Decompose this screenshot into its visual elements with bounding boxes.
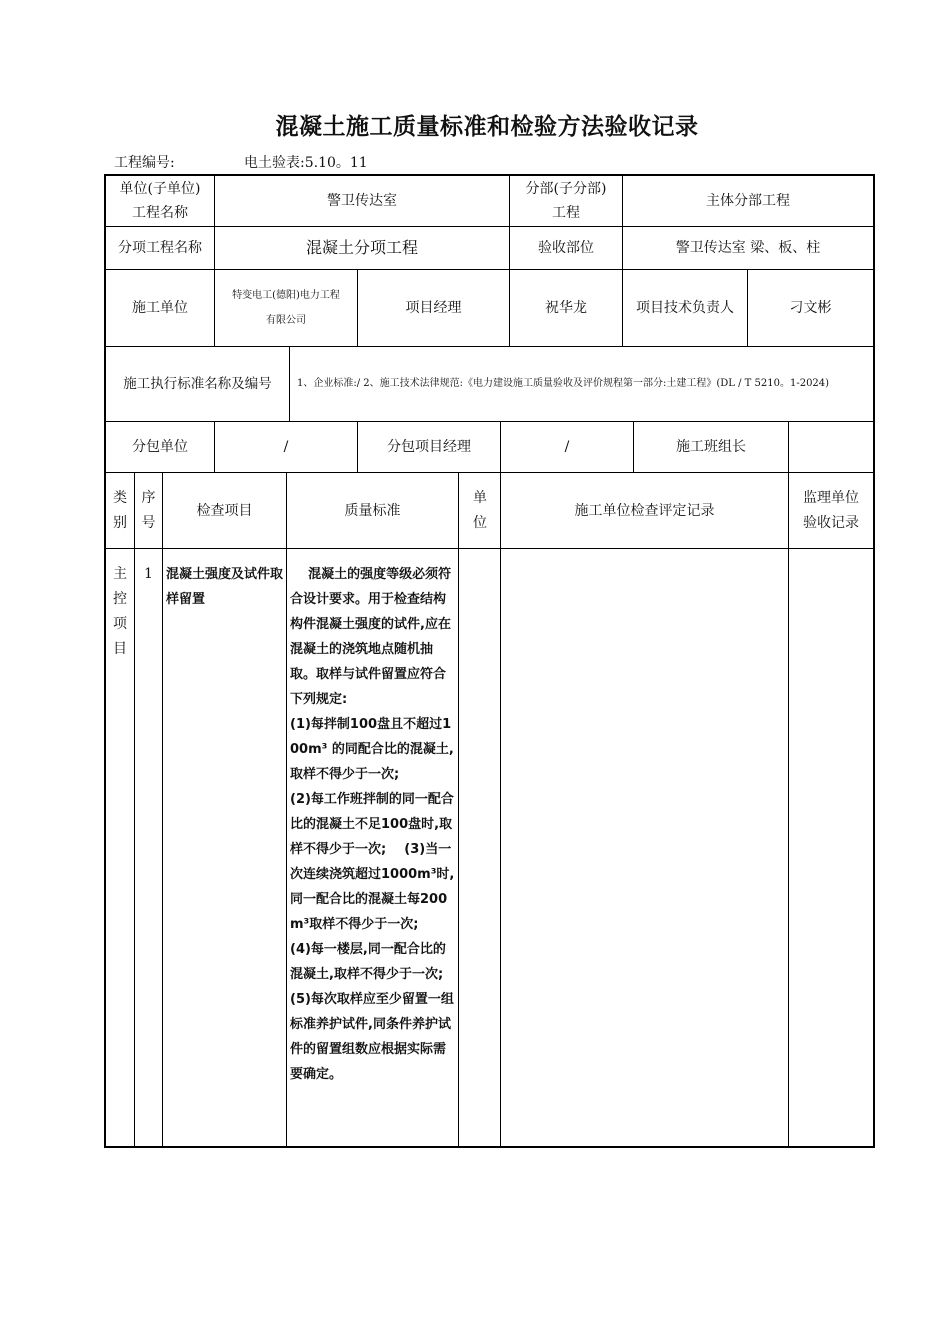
- project-manager-value: 祝华龙: [545, 300, 587, 316]
- column-header-unit: 单位: [473, 489, 487, 531]
- subcontractor-label: 分包单位: [132, 439, 188, 455]
- unit-name-value: 警卫传达室: [327, 193, 397, 209]
- column-header-check-item: 检查项目: [196, 502, 253, 519]
- column-header-seq: 序号: [141, 489, 156, 531]
- accept-part-label: 验收部位: [538, 240, 594, 256]
- sub-pm-label: 分包项目经理: [387, 439, 471, 455]
- team-leader-label: 施工班组长: [676, 439, 746, 455]
- column-header-category: 类别: [113, 489, 127, 531]
- column-divider: [289, 346, 290, 421]
- standard-label: 施工执行标准名称及编号: [123, 376, 272, 392]
- column-header-standard: 质量标准: [344, 502, 401, 519]
- team-leader-value: [789, 422, 873, 472]
- form-number: 电土验表:5.10。11: [244, 155, 368, 171]
- project-manager-label: 项目经理: [405, 300, 462, 316]
- division-value: 主体分部工程: [706, 193, 790, 209]
- subcontractor-value: /: [283, 439, 289, 455]
- row-standard: 混凝土的强度等级必须符合设计要求。用于检查结构构件混凝土强度的试件,应在混凝土的浇筑地点随机抽取。取样与试件留置应符合下列规定: (1)每拌制100盘且不超过100m³ 的同配合比的混凝土,取样不得少于一次; (2)每工作班拌制的同一配合比的混凝土不足100盘时,取样不得少于一次; (3)当一次连续浇筑超过1000m³时,同一配合比的混凝土每200m³取样不得少于一次; (4)每一楼层,同一配合比的混凝土,取样不得少于一次; (5)每次取样应至少留置一组标准养护试件,同条件养护试件的留置组数应根据实际需要确定。: [290, 567, 455, 1082]
- accept-part-value: 警卫传达室 梁、板、柱: [675, 240, 821, 256]
- row-divider: [104, 548, 875, 549]
- tech-lead-label: 项目技术负责人: [636, 300, 734, 316]
- standard-value: 1、企业标准:/ 2、施工技术法律规范:《电力建设施工质量验收及评价规程第一部分:土建工程》(DL / T 5210。1-2024): [297, 378, 830, 389]
- item-name-label: 分项工程名称: [118, 240, 202, 256]
- contractor-value: 特变电工(德阳)电力工程 有限公司: [232, 290, 340, 326]
- row-unit: [459, 562, 500, 592]
- sub-pm-value: /: [564, 439, 570, 455]
- row-category: 主控项目: [113, 566, 127, 657]
- project-number-label: 工程编号:: [114, 155, 175, 171]
- division-label: 分部(子分部) 工程: [525, 181, 607, 221]
- contractor-label: 施工单位: [132, 300, 188, 316]
- column-divider: [286, 472, 287, 1147]
- item-name-value: 混凝土分项工程: [305, 238, 418, 257]
- column-divider: [162, 472, 163, 1147]
- column-header-contractor-record: 施工单位检查评定记录: [574, 502, 715, 519]
- row-contractor-record: [501, 562, 788, 592]
- tech-lead-value: 刁文彬: [789, 300, 832, 316]
- unit-name-label: 单位(子单位) 工程名称: [119, 181, 201, 221]
- table-border-right: [873, 174, 875, 1148]
- column-header-supervisor-record: 监理单位 验收记录: [803, 489, 859, 531]
- table-border-bottom: [104, 1146, 875, 1148]
- row-supervisor-record: [789, 562, 873, 592]
- page-title: 混凝土施工质量标准和检验方法验收记录: [275, 114, 699, 140]
- row-seq: 1: [144, 566, 153, 582]
- row-check-item: 混凝土强度及试件取样留置: [166, 567, 284, 607]
